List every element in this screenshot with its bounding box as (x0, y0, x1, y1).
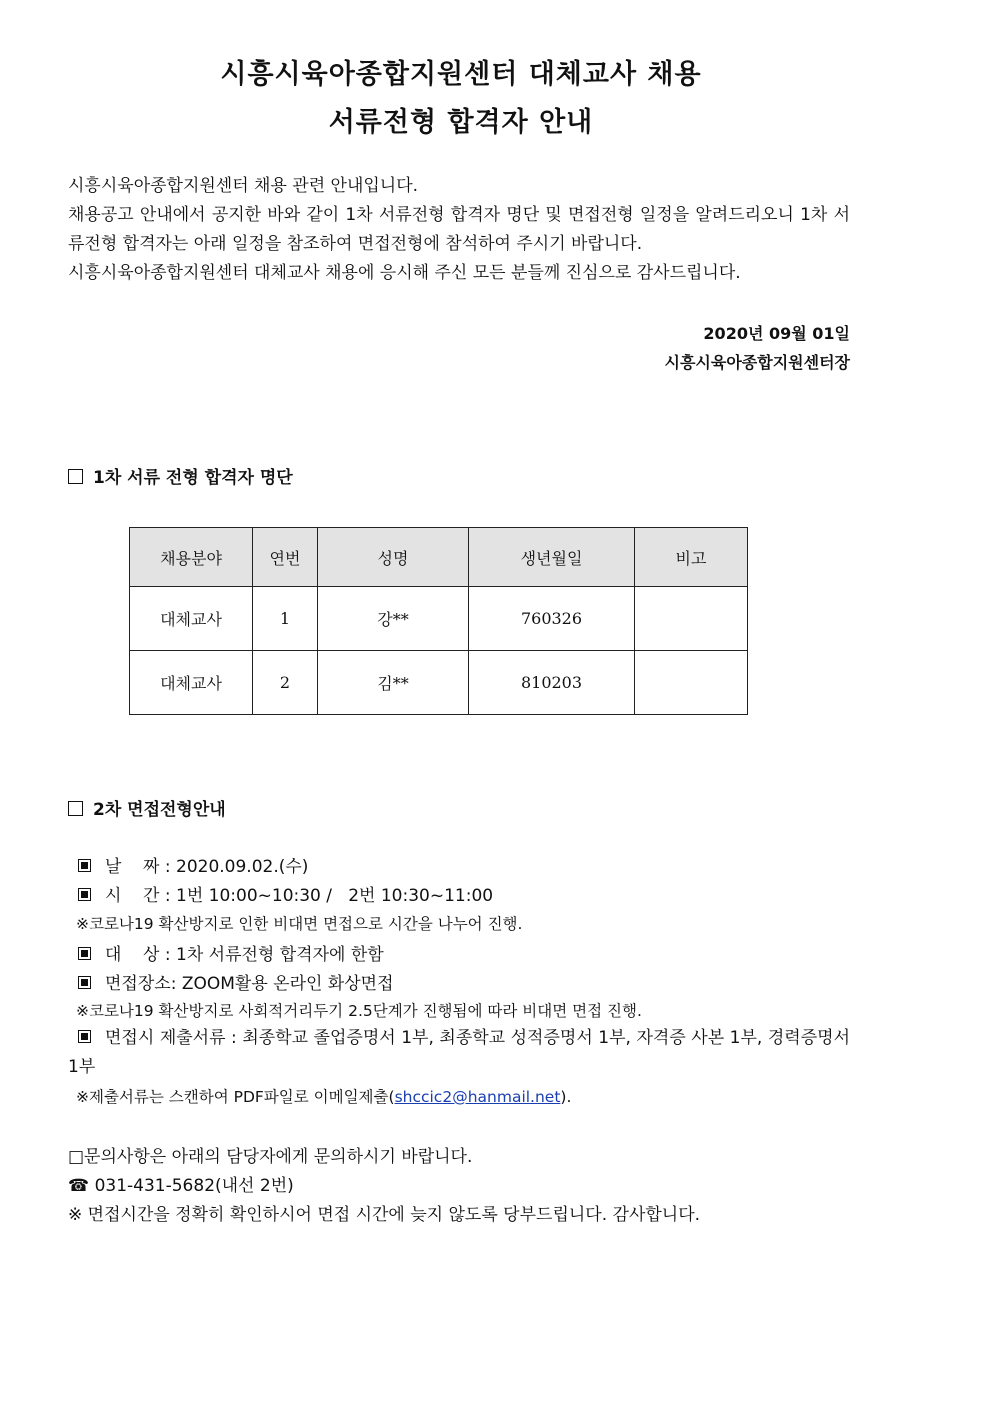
section-1-title: 1차 서류 전형 합격자 명단 (93, 468, 293, 488)
cell-field: 대체교사 (130, 651, 253, 715)
intro-paragraph-3: 시흥시육아종합지원센터 대체교사 채용에 응시해 주신 모든 분들께 진심으로 감사드립니다. (68, 263, 741, 283)
cell-number: 1 (253, 587, 318, 651)
page-subtitle: 서류전형 합격자 안내 (328, 107, 594, 138)
interview-time-line (78, 881, 493, 906)
note-covid-online: ※코로나19 확산방지로 인한 비대면 면접으로 시간을 나누어 진행. (76, 915, 523, 933)
note-submission-suffix: ). (560, 1088, 572, 1106)
cell-remarks (635, 587, 748, 651)
note-submission (76, 1085, 571, 1107)
pass-list-table (129, 527, 748, 715)
checkbox-square-icon (68, 801, 83, 816)
header-name: 성명 (318, 528, 469, 587)
interview-target-line (78, 940, 384, 965)
cell-birthdate: 760326 (469, 587, 635, 651)
intro-paragraph-2: 채용공고 안내에서 공지한 바와 같이 1차 서류전형 합격자 명단 및 면접전형 일정을 알려드리오니 1차 서류전형 합격자는 아래 일정을 참조하여 면접전형에 참석하여 주시기 바랍니다. (68, 205, 850, 254)
interview-place-line (78, 969, 394, 994)
cell-birthdate: 810203 (469, 651, 635, 715)
filled-square-icon (78, 888, 91, 901)
section-1-heading (68, 463, 293, 488)
contact-intro: □문의사항은 아래의 담당자에게 문의하시기 바랍니다. (68, 1147, 473, 1167)
interview-date-line (78, 852, 308, 877)
filled-square-icon (78, 1030, 91, 1043)
interview-place: 면접장소: ZOOM활용 온라인 화상면접 (105, 974, 394, 994)
note-submission-prefix: ※제출서류는 스캔하여 PDF파일로 이메일제출( (76, 1088, 395, 1106)
interview-time-value: : 1번 10:00~10:30 / 2번 10:30~11:00 (164, 886, 494, 906)
section-2-title: 2차 면접전형안내 (93, 800, 226, 820)
cell-name: 김** (318, 651, 469, 715)
cell-field: 대체교사 (130, 587, 253, 651)
cell-name: 강** (318, 587, 469, 651)
notice-date: 2020년 09월 01일 (703, 324, 850, 343)
cell-number: 2 (253, 651, 318, 715)
required-documents-text: 면접시 제출서류 : 최종학교 졸업증명서 1부, 최종학교 성적증명서 1부, 자격증 사본 1부, 경력증명서 1부 (68, 1028, 850, 1077)
interview-date-value: : 2020.09.02.(수) (164, 857, 309, 877)
table-header-row (130, 528, 748, 587)
header-number: 연번 (253, 528, 318, 587)
filled-square-icon (78, 947, 91, 960)
filled-square-icon (78, 976, 91, 989)
header-birthdate: 생년월일 (469, 528, 635, 587)
checkbox-square-icon (68, 469, 83, 484)
closing-note: ※ 면접시간을 정확히 확인하시어 면접 시간에 늦지 않도록 당부드립니다. 감사합니다. (68, 1205, 701, 1225)
contact-email-link[interactable]: shccic2@hanmail.net (394, 1088, 561, 1106)
interview-target-value: : 1차 서류전형 합격자에 한함 (164, 945, 384, 965)
section-2-heading (68, 795, 226, 820)
interview-time-label: 시 간 (105, 886, 160, 906)
cell-remarks (635, 651, 748, 715)
intro-paragraph-1: 시흥시육아종합지원센터 채용 관련 안내입니다. (68, 176, 419, 196)
contact-phone: ☎ 031-431-5682(내선 2번) (68, 1176, 294, 1196)
notice-signer: 시흥시육아종합지원센터장 (664, 353, 850, 372)
header-remarks: 비고 (635, 528, 748, 587)
note-social-distancing: ※코로나19 확산방지로 사회적거리두기 2.5단계가 진행됨에 따라 비대면 면접 진행. (76, 1002, 642, 1020)
table-row (130, 587, 748, 651)
table-row (130, 651, 748, 715)
interview-date-label: 날 짜 (105, 857, 160, 877)
header-field: 채용분야 (130, 528, 253, 587)
interview-target-label: 대 상 (105, 945, 160, 965)
filled-square-icon (78, 859, 91, 872)
page-title: 시흥시육아종합지원센터 대체교사 채용 (220, 59, 702, 90)
intro-text (68, 172, 850, 288)
required-documents (68, 1024, 850, 1082)
